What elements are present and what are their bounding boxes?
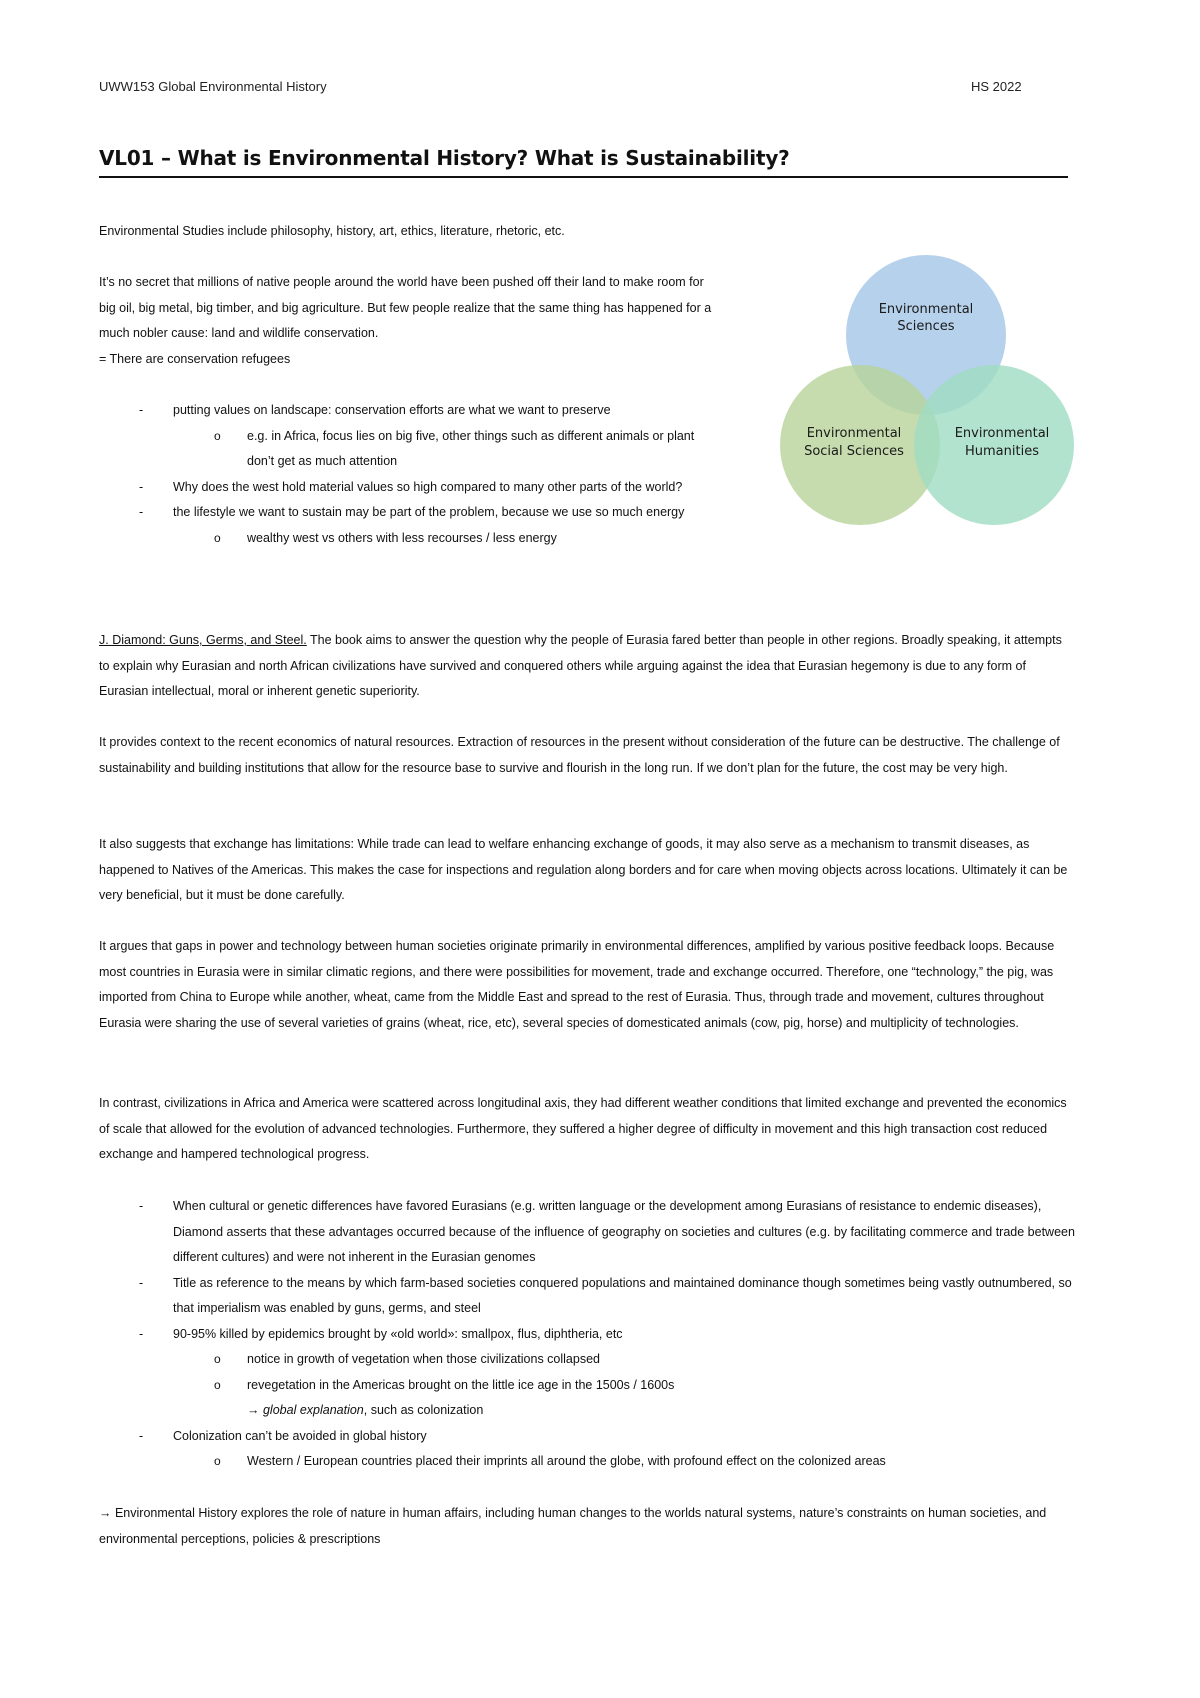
dash-bullet-icon: - — [139, 1428, 144, 1443]
circle-bullet-icon: o — [214, 1352, 221, 1366]
book-reference: J. Diamond: Guns, Germs, and Steel. — [99, 633, 307, 647]
diamond-paragraph-3: It also suggests that exchange has limitations: While trade can lead to welfare enhancing exchange of goods, it may also serve as a mechanism to transmit diseases, as happened to Natives of the Americas. This makes the case for inspections and regulation along borders and for care when moving objects across locations. Ultimately it can be very beneficial, but it must be done carefully. — [99, 837, 1068, 902]
intro-text: It’s no secret that millions of native people around the world have been pushed off their land to make room for big oil, big metal, big timber, and big agriculture. But few people realize that the same thing has happened for a much nobler cause: land and wildlife conservation. — [99, 275, 712, 340]
diamond-paragraph-4: It argues that gaps in power and technology between human societies originate primarily in environmental differences, amplified by various positive feedback loops. Because most countries in Eurasia were in similar climatic regions, and there were possibilities for movement, trade and exchange occurred. Therefore, one “technology,” the pig, was imported from China to Europe while another, wheat, came from the Middle East and spread to the rest of Eurasia. Thus, through trade and movement, cultures throughout Eurasia were sharing the use of several varieties of grains (wheat, rice, etc), several species of domesticated animals (cow, pig, horse) and multiplicity of technologies. — [99, 939, 1055, 1030]
list-item: - Title as reference to the means by which farm-based societies conquered populations and maintained dominance though sometimes being vastly outnumbered, so that imperialism was enabled by guns, germs, and steel — [99, 1271, 1079, 1322]
list-item: - the lifestyle we want to sustain may be part of the problem, because we use so much energy — [99, 500, 719, 526]
bullet-list-1 — [99, 398, 719, 551]
diamond-paragraph-2: It provides context to the recent economics of natural resources. Extraction of resources in the present without consideration of the future can be destructive. The challenge of sustainability and building institutions that allow for the resource base to survive and flourish in the long run. If we don’t plan for the future, the cost may be very high. — [99, 735, 1060, 775]
venn-label-top-1: Environmental — [878, 302, 974, 317]
venn-label-right-2: Humanities — [965, 444, 1039, 459]
list-subitem: o notice in growth of vegetation when those civilizations collapsed — [99, 1347, 1079, 1373]
page-title: VL01 – What is Environmental History? What is Sustainability? — [99, 146, 790, 170]
list-item: - putting values on landscape: conservation efforts are what we want to preserve — [99, 398, 719, 424]
list-subitem: o e.g. in Africa, focus lies on big five, other things such as different animals or plant don’t get as much attention — [99, 424, 719, 475]
title-divider — [99, 176, 1068, 178]
list-subitem: o wealthy west vs others with less recourses / less energy — [99, 526, 719, 552]
bullet-list-2 — [99, 1194, 1079, 1475]
venn-label-right-1: Environmental — [954, 426, 1050, 441]
diamond-paragraph-1: J. Diamond: Guns, Germs, and Steel. The book aims to answer the question why the people of Eurasia fared better than people in other regions. Broadly speaking, it attempts to explain why Eurasian and north African civilizations have survived and conquered others while arguing against the idea that Eurasian hegemony is due to any form of Eurasian intellectual, moral or inherent genetic superiority. — [99, 633, 1062, 698]
dash-bullet-icon: - — [139, 505, 144, 519]
venn-diagram — [776, 253, 1076, 528]
circle-bullet-icon: o — [214, 1454, 221, 1468]
arrow-right-icon: → — [247, 1403, 260, 1417]
header-course: UWW153 Global Environmental History — [99, 79, 327, 94]
intro-line: Environmental Studies include philosophy, history, art, ethics, literature, rhetoric, etc. — [99, 224, 565, 238]
dash-bullet-icon: - — [139, 479, 144, 494]
circle-bullet-icon: o — [214, 1377, 221, 1392]
list-arrow-note: → global explanation, such as colonization — [247, 1403, 484, 1417]
list-subitem: o revegetation in the Americas brought on the little ice age in the 1500s / 1600s — [99, 1373, 1079, 1399]
list-item: - When cultural or genetic differences have favored Eurasians (e.g. written language or the development among Eurasians of resistance to endemic diseases), Diamond asserts that these advantages occurred because of the influence of geography on societies and cultures (e.g. by facilitating commerce and trade between different cultures) and were not inherent in the Eurasian genomes — [99, 1194, 1079, 1271]
diamond-paragraph-5: In contrast, civilizations in Africa and America were scattered across longitudinal axis, they had different weather conditions that limited exchange and prevented the economics of scale that allowed for the evolution of advanced technologies. Furthermore, they suffered a higher degree of difficulty in movement and this high transaction cost reduced exchange and hampered technological progress. — [99, 1096, 1067, 1161]
venn-label-left-1: Environmental — [806, 426, 902, 441]
dash-bullet-icon: - — [139, 1199, 144, 1213]
dash-bullet-icon: - — [139, 1275, 144, 1290]
list-item: - Colonization can’t be avoided in global history — [99, 1424, 1079, 1450]
circle-bullet-icon: o — [214, 428, 221, 443]
list-subitem: o Western / European countries placed their imprints all around the globe, with profound effect on the colonized areas — [99, 1449, 1079, 1475]
header-semester: HS 2022 — [971, 79, 1022, 94]
conclusion-paragraph: → Environmental History explores the role of nature in human affairs, including human changes to the worlds natural systems, nature’s constraints on human societies, and environmental perceptions, policies & prescriptions — [99, 1506, 1047, 1546]
dash-bullet-icon: - — [139, 1326, 144, 1341]
venn-label-left-2: Social Sciences — [804, 444, 904, 459]
list-item: - Why does the west hold material values so high compared to many other parts of the world? — [99, 475, 719, 501]
circle-bullet-icon: o — [214, 530, 221, 545]
venn-label-top-2: Sciences — [897, 319, 955, 334]
intro-conclusion: = There are conservation refugees — [99, 351, 291, 366]
list-item: - 90-95% killed by epidemics brought by «old world»: smallpox, flus, diphtheria, etc — [99, 1322, 1079, 1348]
dash-bullet-icon: - — [139, 403, 144, 417]
intro-paragraph — [99, 270, 719, 372]
